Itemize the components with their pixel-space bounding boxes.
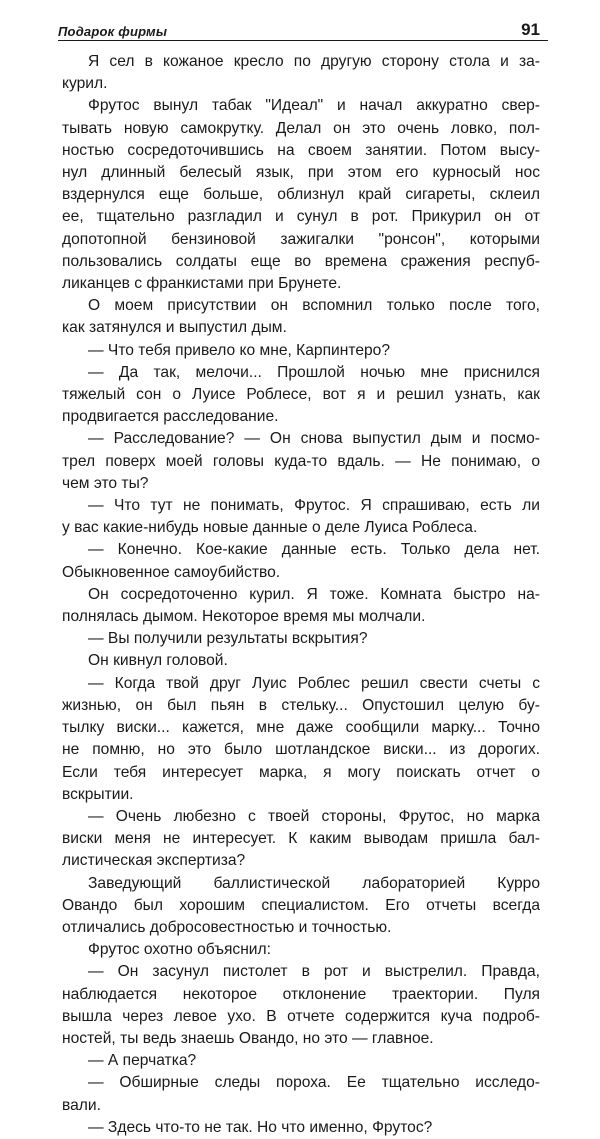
text-line: ностей, ты ведь знаешь Овандо, но это — главное. xyxy=(62,1029,434,1047)
text-line: отличались добросовестностью и точностью. xyxy=(62,918,392,936)
text-line: Если тебя интересует марка, я могу поискать отчет о xyxy=(62,763,540,781)
text-line: — Он засунул пистолет в рот и выстрелил. Правда, xyxy=(88,963,540,981)
text-line: тылку виски... кажется, мне даже сообщили марку... Точно xyxy=(62,719,540,737)
text-line: — А перчатка? xyxy=(88,1052,197,1070)
text-line: Он сосредоточенно курил. Я тоже. Комната быстро на- xyxy=(88,585,540,603)
text-line: наблюдается некоторое отклонение траектории. Пуля xyxy=(62,985,540,1003)
text-line: как затянулся и выпустил дым. xyxy=(62,319,287,337)
running-title: Подарок фирмы xyxy=(58,24,168,39)
text-line: полнялась дымом. Некоторое время мы молчали. xyxy=(62,608,426,626)
text-line: вышла через левое ухо. В отчете содержится куча подроб- xyxy=(62,1007,540,1025)
text-line: ностью сосредоточившись на своем занятии. Потом высу- xyxy=(62,141,540,159)
text-line: Фрутос вынул табак "Идеал" и начал аккуратно свер- xyxy=(88,97,540,115)
text-line: листическая экспертиза? xyxy=(62,852,246,870)
text-line: жизнью, он был пьян в стельку... Опустошил целую бу- xyxy=(62,696,540,714)
header-rule xyxy=(58,40,548,41)
text-line: допотопной бензиновой зажигалки "ронсон", которыми xyxy=(62,230,540,248)
text-line: виски меня не интересует. К каким выводам пришла бал- xyxy=(62,830,540,848)
text-line: Фрутос охотно объяснил: xyxy=(88,941,271,959)
text-line: — Обширные следы пороха. Ее тщательно исследо- xyxy=(88,1074,540,1092)
text-line: тяжелый сон о Луисе Роблесе, вот я и решил узнать, как xyxy=(62,386,540,404)
text-line: Овандо был хорошим специалистом. Его отчеты всегда xyxy=(62,896,540,914)
text-line: Заведующий баллистической лабораторией Курро xyxy=(88,874,540,892)
text-line: ликанцев с франкистами при Брунете. xyxy=(62,275,342,293)
text-line: тывать новую самокрутку. Делал он это очень ловко, пол- xyxy=(62,119,540,137)
text-line: не помню, но это было шотландское виски... из дорогих. xyxy=(62,741,540,759)
text-line: — Очень любезно с твоей стороны, Фрутос, но марка xyxy=(88,807,540,825)
text-line: трел поверх моей головы куда-то вдаль. — Не понимаю, о xyxy=(62,452,540,470)
page-number: 91 xyxy=(521,20,540,39)
body-text xyxy=(62,51,540,1139)
text-line: пользовались солдаты еще во времена сражения респуб- xyxy=(62,252,540,270)
text-line: — Конечно. Кое-какие данные есть. Только дела нет. xyxy=(88,541,540,559)
text-line: О моем присутствии он вспомнил только после того, xyxy=(88,297,540,315)
text-line: нул длинный белесый язык, при этом его курносый нос xyxy=(62,164,540,182)
text-line: ее, тщательно разгладил и сунул в рот. Прикурил он от xyxy=(62,208,540,226)
text-line: вздернулся еще больше, облизнул край сигареты, склеил xyxy=(62,186,540,204)
text-line: продвигается расследование. xyxy=(62,408,279,426)
text-line: вскрытии. xyxy=(62,785,134,803)
text-line: курил. xyxy=(62,75,108,93)
text-line: — Когда твой друг Луис Роблес решил свести счеты с xyxy=(88,674,540,692)
text-line: — Что тебя привело ко мне, Карпинтеро? xyxy=(88,341,391,359)
text-line: — Вы получили результаты вскрытия? xyxy=(88,630,368,648)
text-line: у вас какие-нибудь новые данные о деле Луиса Роблеса. xyxy=(62,519,478,537)
text-line: — Что тут не понимать, Фрутос. Я спрашиваю, есть ли xyxy=(88,497,540,515)
running-header xyxy=(58,20,548,42)
text-line: — Да так, мелочи... Прошлой ночью мне приснился xyxy=(88,363,540,381)
text-line: — Здесь что-то не так. Но что именно, Фрутос? xyxy=(88,1118,433,1136)
text-line: Обыкновенное самоубийство. xyxy=(62,563,281,581)
text-line: Я сел в кожаное кресло по другую сторону стола и за- xyxy=(88,53,540,70)
text-line: — Расследование? — Он снова выпустил дым и посмо- xyxy=(88,430,540,448)
text-line: Он кивнул головой. xyxy=(88,652,228,670)
text-line: вали. xyxy=(62,1096,101,1114)
text-line: чем это ты? xyxy=(62,474,149,492)
